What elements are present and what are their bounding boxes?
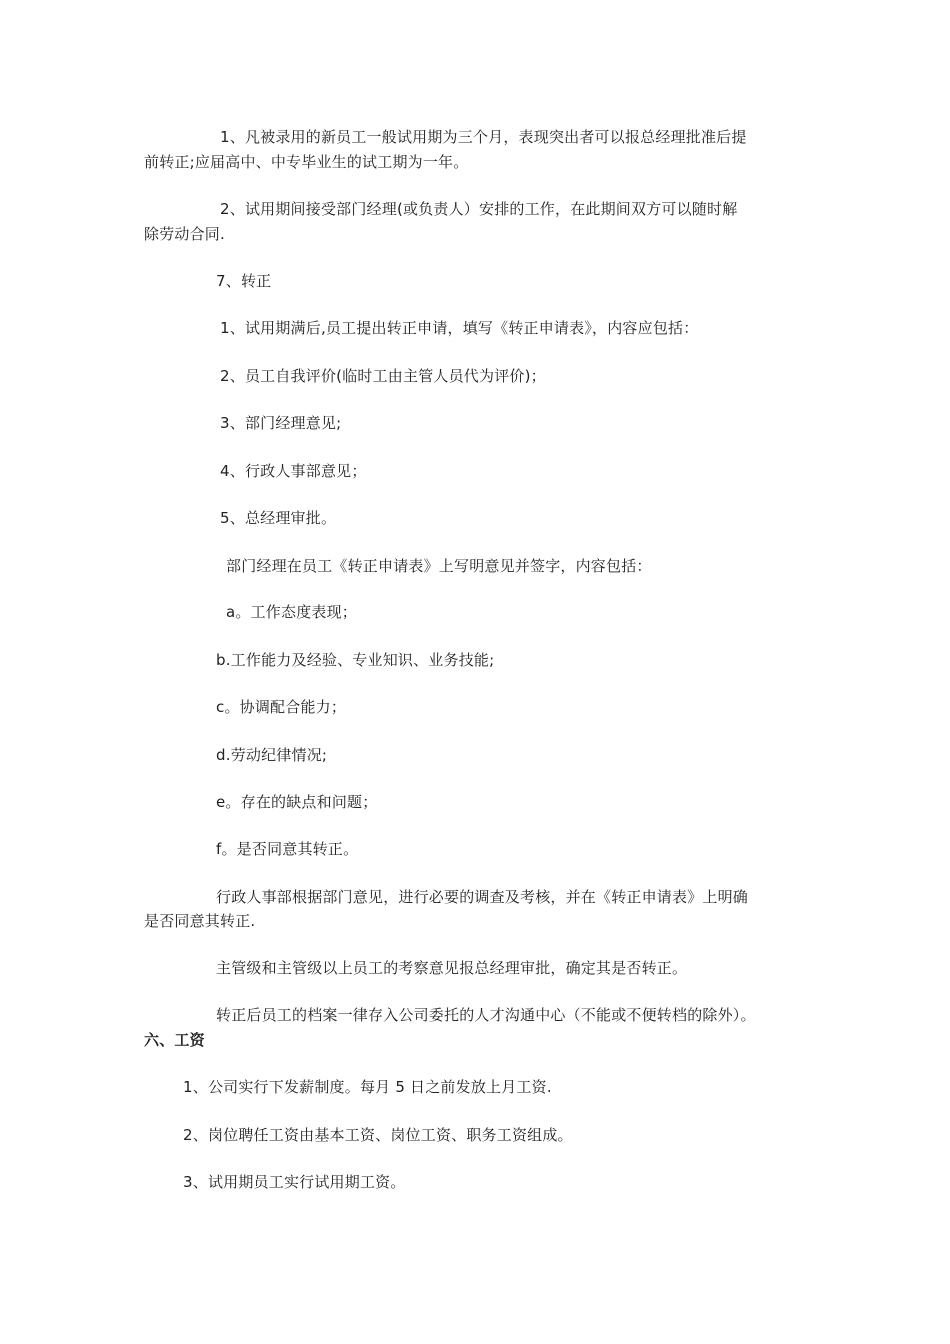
- criterion-b: b.工作能力及经验、专业知识、业务技能;: [216, 651, 495, 669]
- probation-item-1-line-1: 1、凡被录用的新员工一般试用期为三个月，表现突出者可以报总经理批准后提: [220, 128, 747, 146]
- criterion-a: a。工作态度表现；: [226, 603, 357, 621]
- criterion-d: d.劳动纪律情况;: [216, 746, 328, 764]
- manager-note: 部门经理在员工《转正申请表》上写明意见并签字，内容包括：: [226, 557, 652, 575]
- section-7-heading: 7、转正: [216, 272, 272, 290]
- section-6-heading: 六、工资: [144, 1031, 205, 1049]
- step-3: 3、部门经理意见;: [220, 414, 342, 432]
- probation-item-2-line-1: 2、试用期间接受部门经理(或负责人）安排的工作，在此期间双方可以随时解: [220, 200, 738, 218]
- hr-review-line-2: 是否同意其转正.: [144, 912, 256, 930]
- hr-review-line-1: 行政人事部根据部门意见，进行必要的调查及考核，并在《转正申请表》上明确: [216, 888, 749, 906]
- salary-item-3: 3、试用期员工实行试用期工资。: [183, 1173, 406, 1191]
- step-1: 1、试用期满后,员工提出转正申请，填写《转正申请表》，内容应包括：: [220, 319, 699, 337]
- salary-item-1: 1、公司实行下发薪制度。每月 5 日之前发放上月工资.: [183, 1078, 552, 1096]
- probation-item-1-line-2: 前转正;应届高中、中专毕业生的试工期为一年。: [144, 153, 469, 171]
- criterion-e: e。存在的缺点和问题；: [216, 793, 378, 811]
- step-5: 5、总经理审批。: [220, 509, 337, 527]
- supervisor-note: 主管级和主管级以上员工的考察意见报总经理审批，确定其是否转正。: [216, 959, 688, 977]
- archive-note: 转正后员工的档案一律存入公司委托的人才沟通中心（不能或不便转档的除外）。: [216, 1006, 756, 1024]
- criterion-c: c。协调配合能力；: [216, 698, 347, 716]
- salary-item-2: 2、岗位聘任工资由基本工资、岗位工资、职务工资组成。: [183, 1126, 573, 1144]
- criterion-f: f。是否同意其转正。: [216, 840, 359, 858]
- step-2: 2、员工自我评价(临时工由主管人员代为评价)；: [220, 367, 546, 385]
- step-4: 4、行政人事部意见；: [220, 462, 367, 480]
- probation-item-2-line-2: 除劳动合同.: [144, 225, 225, 243]
